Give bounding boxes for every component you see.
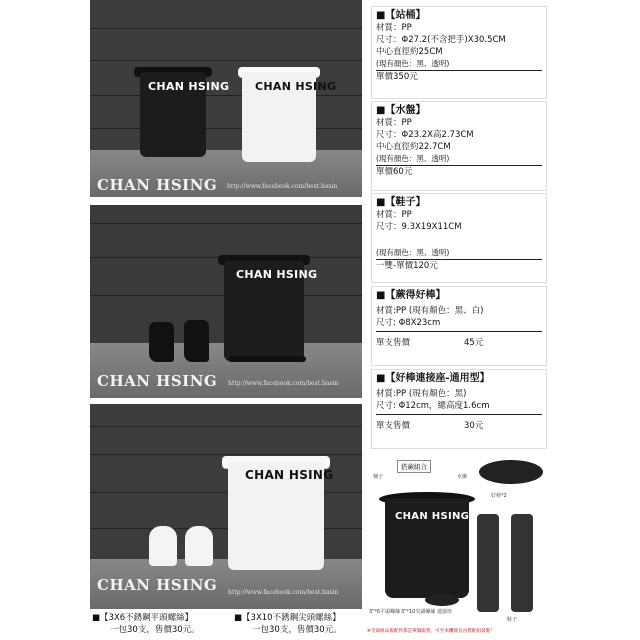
combo-stick-left — [477, 514, 499, 612]
bucket-logo: CHAN HSING — [255, 80, 337, 93]
card-title: ■【蕨得好棒】 — [376, 290, 446, 301]
label-connector: 連接座 — [437, 609, 453, 615]
screw-info-flat — [92, 612, 200, 636]
bucket-logo: CHAN HSING — [236, 268, 318, 281]
brand-url: http://www.facebook.com/best.basin — [228, 380, 339, 387]
label-bucket: 桶子 — [373, 474, 384, 480]
card-price-value: 30元 — [464, 421, 484, 431]
combo-note: ※全部組品與配件都是單獨販售，可至本攤賣自由搭配組裝喔！ — [367, 629, 495, 634]
card-size: 尺寸：9.3X19X11CM — [376, 222, 462, 232]
screw-desc: 一包30支，售價30元。 — [110, 625, 200, 635]
brand-watermark: CHAN HSING — [97, 576, 218, 594]
label-screw-pointed: 3"*10尖頭螺絲 — [401, 609, 436, 615]
card-price-value: 45元 — [464, 338, 484, 348]
card-price-label: 單支售價 — [376, 421, 411, 431]
bucket-logo: CHAN HSING — [395, 511, 470, 522]
card-price-label: 單支售價 — [376, 338, 411, 348]
screw-title: ■【3X6不銹鋼平頭螺絲】 — [92, 613, 194, 623]
card-size: 尺寸: Φ8X23cm — [376, 317, 542, 332]
shoe-right — [184, 320, 209, 362]
card-size: 尺寸：Φ27.2(不含把手)X30.5CM — [376, 35, 506, 45]
label-screw-flat: 3"*6平頭螺絲 — [369, 609, 401, 615]
card-colors: (現有顏色：黑、透明) — [376, 247, 542, 260]
card-title: ■【水盤】 — [376, 105, 426, 116]
product-photo-bucket — [90, 0, 362, 197]
card-price: 單價60元 — [376, 167, 413, 177]
card-colors: (現有顏色：黑、透明) — [376, 153, 542, 166]
card-material: 材質:PP (現有顏色：黑、白) — [376, 306, 484, 316]
bucket-logo: CHAN HSING — [245, 468, 334, 482]
combo-diagram — [367, 456, 549, 640]
card-size: 尺寸：Φ23.2X高2.73CM — [376, 130, 474, 140]
brand-url: http://www.facebook.com/best.basin — [228, 589, 339, 596]
card-title: ■【鞋子】 — [376, 197, 426, 208]
card-size: 尺寸: Φ12cm，總高度1.6cm — [376, 400, 542, 415]
combo-connector — [425, 594, 459, 606]
card-material: 材質：PP — [376, 23, 412, 33]
combo-stick-right — [511, 514, 533, 612]
card-material: 材質：PP — [376, 118, 412, 128]
connector-right — [185, 526, 213, 566]
card-title: ■【好棒連接座-通用型】 — [376, 373, 490, 384]
card-material: 材質：PP — [376, 210, 412, 220]
info-card-connector — [371, 369, 547, 449]
card-price: 單價350元 — [376, 72, 418, 82]
label-stick: 好棒*2 — [491, 493, 507, 499]
label-tray: 水盤 — [457, 474, 468, 480]
card-material: 材質:PP (現有顏色：黑) — [376, 389, 467, 399]
product-photo-shoes — [90, 205, 362, 398]
combo-title: 搭蕨組合 — [397, 460, 431, 473]
brand-watermark: CHAN HSING — [97, 372, 218, 390]
screw-title: ■【3X10不銹鋼尖頭螺絲】 — [234, 613, 341, 623]
card-diameter: 中心直徑約22.7CM — [376, 142, 451, 152]
label-shoe: 鞋子 — [507, 617, 518, 623]
info-card-stick — [371, 286, 547, 366]
card-diameter: 中心直徑約25CM — [376, 47, 443, 57]
connector-left — [149, 526, 177, 566]
brand-watermark: CHAN HSING — [97, 176, 218, 194]
product-photo-sticks — [90, 404, 362, 609]
info-card-tray — [371, 101, 547, 191]
bucket-logo: CHAN HSING — [148, 80, 230, 93]
brand-url: http://www.facebook.com/best.basin — [227, 183, 338, 190]
water-tray — [228, 356, 306, 362]
screw-info-pointed — [234, 612, 342, 636]
card-title: ■【站桶】 — [376, 10, 426, 21]
card-colors: (現有顏色：黑、透明) — [376, 58, 542, 71]
shoe-left — [149, 322, 174, 362]
info-card-bucket — [371, 6, 547, 99]
info-card-shoes — [371, 193, 547, 283]
screw-desc: 一包30支，售價30元。 — [252, 625, 342, 635]
card-price: 一雙-單價120元 — [376, 261, 438, 271]
combo-tray — [479, 460, 543, 484]
